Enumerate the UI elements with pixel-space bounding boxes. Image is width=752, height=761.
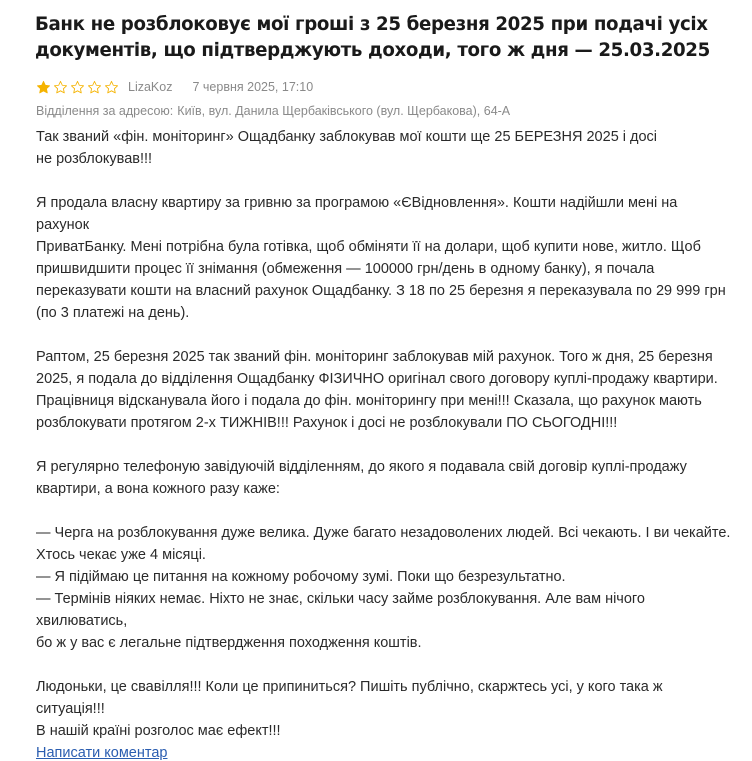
review-paragraph: Я продала власну квартиру за гривню за програмою «ЄВідновлення». Кошти надійшли мені на рахунок ПриватБанку. Мені потрібна була готівка, щоб обміняти її на долари, щоб купити нове, житло. Щоб пришвидшити процес її знімання (обмеження — 100000 грн/день в одному банку), я почала переказувати кошти на власний рахунок Ощадбанку. З 18 по 25 березня я переказувала по 29 999 грн (по 3 платежі на день). — [36, 195, 726, 321]
star-empty-icon — [53, 80, 68, 95]
branch-address: Київ, вул. Данила Щербаківського (вул. Щербакова), 64-А — [177, 104, 511, 118]
star-empty-icon — [70, 80, 85, 95]
review-paragraph: — Черга на розблокування дуже велика. Дуже багато незадоволених людей. Всі чекають. І ви чекайте. Хтось чекає уже 4 місяці. — Я підіймаю це питання на кожному робочому зумі. Поки що безрезультатно. — Термінів ніяких немає. Ніхто не знає, скільки часу займе розблокування. Але вам нічого хвилюватись, бо ж у вас є легальне підтвердження походження коштів. — [36, 525, 731, 651]
star-empty-icon — [104, 80, 119, 95]
review-body — [36, 126, 734, 742]
review-paragraph: Людоньки, це свавілля!!! Коли це припиниться? Пишіть публічно, скаржтесь усі, у кого така ж ситуація!!! В нашій країні розголос має ефект!!! — [36, 679, 663, 739]
branch-info — [36, 102, 734, 120]
branch-label: Відділення за адресою: — [36, 104, 174, 118]
review-paragraph: Я регулярно телефоную завідуючій відділенням, до якого я подавала свій договір куплі-продажу квартири, а вона кожного разу каже: — [36, 459, 687, 497]
review-meta — [36, 78, 734, 96]
rating-stars — [36, 80, 119, 95]
star-icon — [36, 80, 51, 95]
review-date: 7 червня 2025, 17:10 — [192, 80, 314, 94]
review-author[interactable]: LizaKoz — [128, 80, 173, 94]
write-comment-link[interactable]: Написати коментар — [36, 745, 168, 761]
review-paragraph: Так званий «фін. моніторинг» Ощадбанку заблокував мої кошти ще 25 БЕРЕЗНЯ 2025 і досі не розблокував!!! — [36, 129, 658, 167]
review-title: Банк не розблоковує мої гроші з 25 березня 2025 при подачі усіх документів, що підтверджують доходи, того ж дня — 25.03.2025 — [35, 14, 710, 61]
star-empty-icon — [87, 80, 102, 95]
review-paragraph: Раптом, 25 березня 2025 так званий фін. моніторинг заблокував мій рахунок. Того ж дня, 25 березня 2025, я подала до відділення Ощадбанку ФІЗИЧНО оригінал свого договору куплі-продажу квартири. Працівниця відсканувала його і подала до фін. моніторингу при мені!!! Сказала, що рахунок мають розблокувати протягом 2-х ТИЖНІВ!!! Рахунок і досі не розблокували ПО СЬОГОДНІ!!! — [36, 349, 718, 431]
